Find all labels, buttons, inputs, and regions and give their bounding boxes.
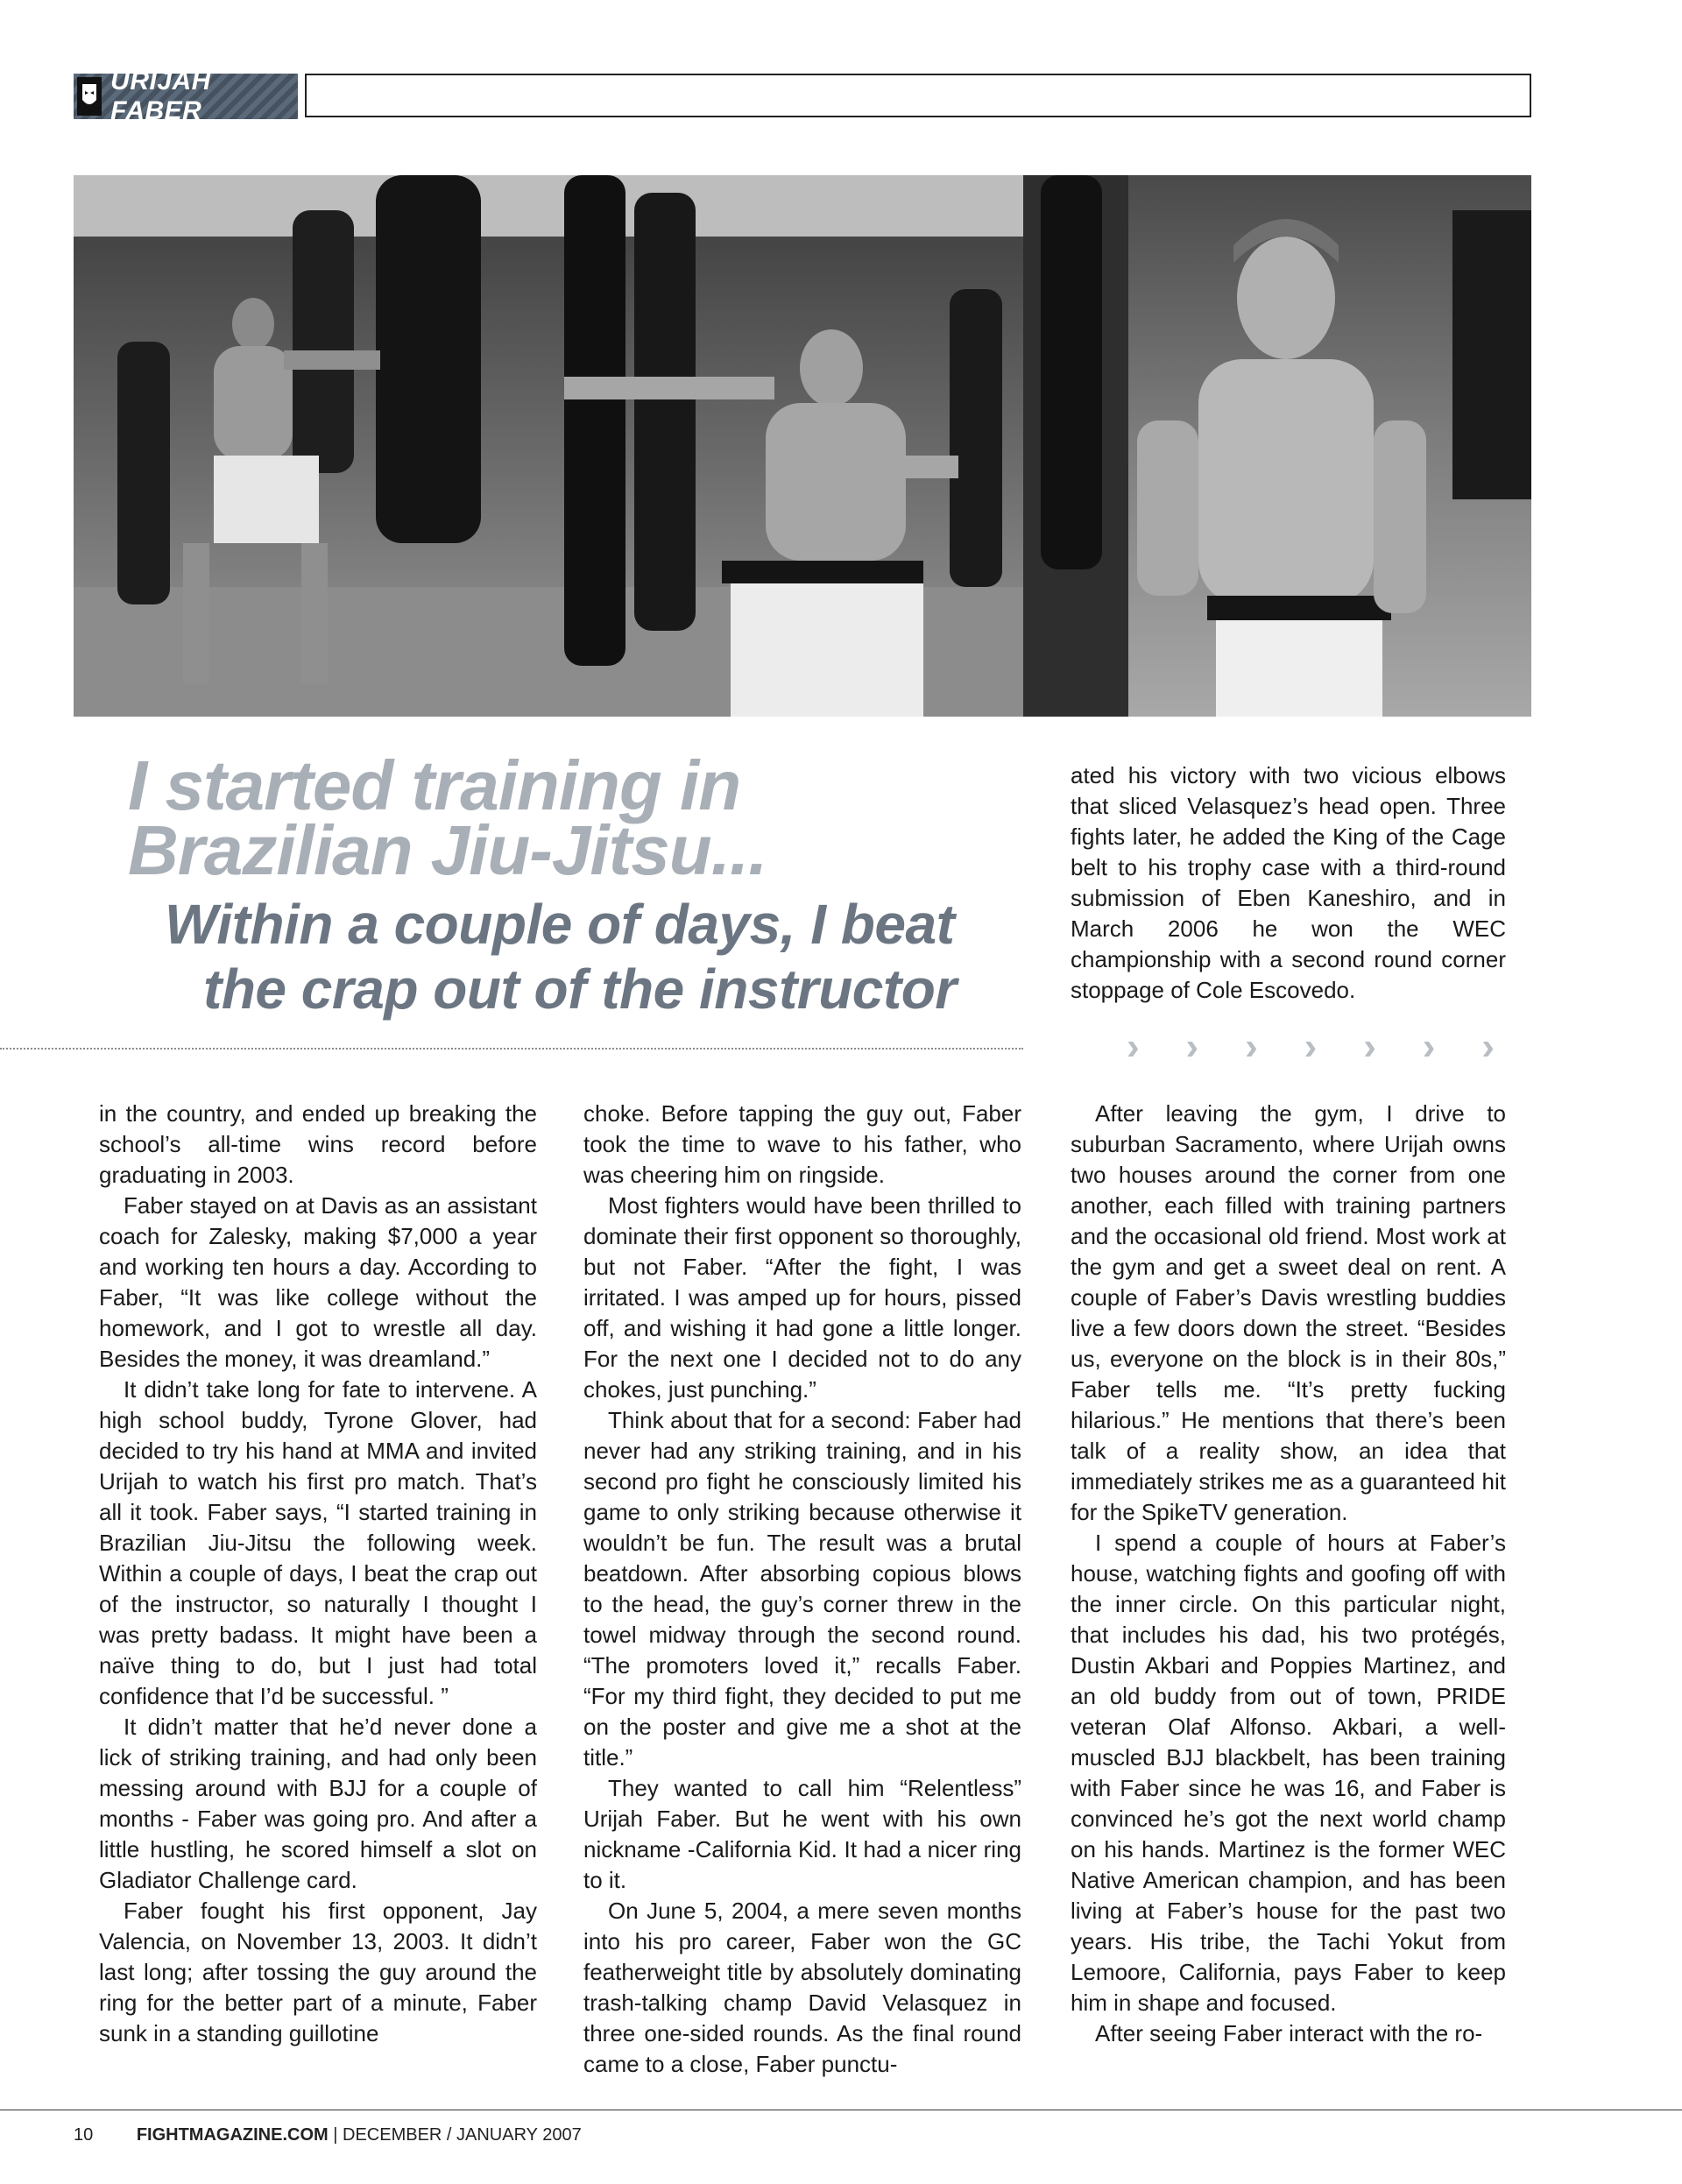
photo-punching-bag [74, 175, 1023, 717]
section-tag [74, 67, 298, 125]
section-separator [1127, 1025, 1495, 1069]
pull-quote [88, 746, 1034, 1021]
photo-strip-right [1023, 175, 1531, 717]
footer [74, 2125, 582, 2145]
page-number: 10 [74, 2125, 94, 2145]
paragraph: ated his victory with two vicious elbows that sliced Velasquez’s head open. Three fights later, he added the King of the Cage belt to his trophy case with a third-round submission of Eben Kaneshiro, and in March 2006 he won the WEC championship with a second round corner stoppage of Cole Escovedo. [1071, 762, 1506, 1003]
paragraph: Faber fought his first opponent, Jay Valencia, on November 13, 2003. It didn’t last long; after tossing the guy around the ring for the better part of a minute, Faber sunk in a standing guillotine [99, 1898, 537, 2046]
paragraph: Most fighters would have been thrilled to dominate their first opponent so thoroughly, but not Faber. “After the fight, I was irritated. I was amped up for hours, pissed off, and wishing it had gone a little longer. For the next one I decided not to do any chokes, just punching.” [583, 1192, 1021, 1403]
paragraph: Faber stayed on at Davis as an assistant coach for Zalesky, making $7,000 a year and working ten hours a day. According to Faber, “It was like college without the homework, and I got to wrestle all day. Besides the money, it was dreamland.” [99, 1192, 537, 1372]
section-name: URIJAH FABER [110, 67, 211, 125]
paragraph: It didn’t matter that he’d never done a lick of striking training, and had only been messing around with BJJ for a couple of months - Faber was going pro. And after a little hustling, he scored himself a slot on Gladiator Challenge card. [99, 1714, 537, 1893]
paragraph: They wanted to call him “Relentless” Urijah Faber. But he went with his own nickname -California Kid. It had a nicer ring to it. [583, 1775, 1021, 1893]
paragraph: After seeing Faber interact with the ro- [1095, 2020, 1483, 2046]
pull-quote-line-1: I started training in [128, 746, 741, 824]
pull-quote-line-3: Within a couple of days, I beat [165, 893, 955, 956]
article-column-top-right [1071, 760, 1506, 1006]
photo-smiling [1023, 175, 1531, 717]
issue-date: | DECEMBER / JANUARY 2007 [333, 2125, 582, 2145]
article-column-1 [99, 1099, 537, 2049]
chevron-right-icon: › [1245, 1025, 1258, 1068]
dotted-divider [0, 1048, 1023, 1050]
paragraph: Think about that for a second: Faber had never had any striking training, and in his second pro fight he consciously limited his game to only striking because otherwise it wouldn’t be fun. The result was a brutal beatdown. After absorbing copious blows to the head, the guy’s corner threw in the towel midway through the second round. “The promoters loved it,” recalls Faber. “For my third fight, they decided to put me on the poster and give me a shot at the title.” [583, 1407, 1021, 1771]
paragraph: After leaving the gym, I drive to suburban Sacramento, where Urijah owns two houses around the corner from one another, each filled with training partners and the occasional old friend. Most work at the gym and get a sweet deal on rent. A couple of Faber’s Davis wrestling buddies live a few doors down the street. “Besides us, everyone on the block is in their 80s,” Faber tells me. “It’s pretty fucking hilarious.” He mentions that there’s been talk of a reality show, an idea that immediately strikes me as a guaranteed hit for the SpikeTV generation. [1071, 1100, 1506, 1525]
paragraph: I spend a couple of hours at Faber’s house, watching fights and goofing off with the inner circle. On this particular night, that includes his dad, his two protégés, Dustin Akbari and Poppies Martinez, and an old buddy from out of town, PRIDE veteran Olaf Alfonso. Akbari, a well-muscled BJJ blackbelt, has been training with Faber since he was 16, and Faber is convinced he’s got the next world champ on his hands. Martinez is the former WEC Native American champion, and has been living at Faber’s house for the past two years. His tribe, the Tachi Yokut from Lemoore, California, pays Faber to keep him in shape and focused. [1071, 1530, 1506, 2016]
article-column-3 [1071, 1099, 1506, 2049]
site-name: FIGHTMAGAZINE.COM [136, 2125, 329, 2145]
chevron-right-icon: › [1363, 1025, 1376, 1068]
pull-quote-line-2: Brazilian Jiu-Jitsu... [128, 811, 767, 889]
pull-quote-line-4: the crap out of the instructor [203, 958, 957, 1021]
chevron-right-icon: › [1304, 1025, 1318, 1068]
fighter-mask-icon [77, 77, 102, 116]
paragraph: in the country, and ended up breaking the school’s all-time wins record before graduating in 2003. [99, 1100, 537, 1188]
paragraph: It didn’t take long for fate to intervene. A high school buddy, Tyrone Glover, had decided to try his hand at MMA and invited Urijah to watch his first pro match. That’s all it took. Faber says, “I started training in Brazilian Jiu-Jitsu the following week. Within a couple of days, I beat the crap out of the instructor, so naturally I thought I was pretty badass. It might have been a naïve thing to do, but I just had total confidence that I’d be successful. ” [99, 1376, 537, 1709]
article-column-2 [583, 1099, 1021, 2080]
paragraph: On June 5, 2004, a mere seven months into his pro career, Faber won the GC featherweight title by absolutely dominating trash-talking champ David Velasquez in three one-sided rounds. As the final round came to a close, Faber punctu- [583, 1898, 1021, 2077]
chevron-right-icon: › [1185, 1025, 1199, 1068]
chevron-right-icon: › [1127, 1025, 1140, 1068]
paragraph: choke. Before tapping the guy out, Faber took the time to wave to his father, who was cheering him on ringside. [583, 1100, 1021, 1188]
header-bar [305, 74, 1531, 117]
chevron-right-icon: › [1422, 1025, 1436, 1068]
photo-strip-left [74, 175, 1023, 717]
chevron-right-icon: › [1481, 1025, 1495, 1068]
